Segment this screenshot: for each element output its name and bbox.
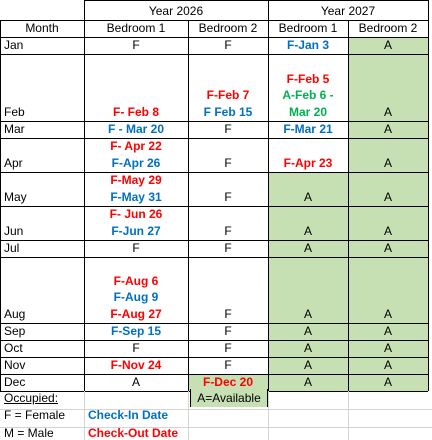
grid-line-row — [0, 374, 428, 375]
booking-text: F-Jun 27 — [111, 223, 161, 238]
booking-cell — [188, 138, 268, 172]
booking-text: F-May 29 — [110, 173, 162, 187]
booking-text: A-Feb 6 - — [282, 88, 334, 102]
sheet-gridline — [188, 391, 189, 440]
booking-cell — [188, 323, 268, 340]
booking-text: F-Feb 7 — [206, 88, 250, 102]
booking-text: A — [303, 358, 312, 372]
booking-text: A — [383, 189, 392, 204]
booking-text: F — [224, 241, 232, 255]
booking-cell — [348, 340, 428, 357]
booking-text: F-Aug 27 — [110, 306, 162, 321]
booking-cell — [84, 323, 188, 340]
booking-text: F- Jun 26 — [109, 207, 163, 221]
booking-cell — [268, 374, 348, 391]
grid-line-col — [348, 20, 349, 391]
bedroom-label: Bedroom 2 — [198, 21, 258, 35]
booking-cell — [268, 37, 348, 54]
booking-text: A — [303, 306, 312, 321]
booking-text: F — [224, 358, 232, 372]
grid-line-right — [428, 0, 429, 391]
booking-text: F — [224, 38, 232, 52]
booking-cell — [84, 172, 188, 206]
month-cell-dec — [0, 374, 84, 391]
booking-cell — [268, 172, 348, 206]
grid-line-col — [84, 0, 85, 391]
booking-text: A — [303, 223, 312, 238]
booking-cell — [268, 121, 348, 138]
month-label: Mar — [4, 122, 25, 136]
grid-line-row — [0, 340, 428, 341]
booking-cell — [188, 357, 268, 374]
booking-text: F — [224, 341, 232, 355]
booking-text: F — [224, 155, 232, 170]
booking-cell — [348, 357, 428, 374]
booking-cell — [188, 240, 268, 257]
booking-text: A — [383, 375, 392, 389]
booking-text: F-Mar 21 — [283, 122, 333, 136]
month-label: Jun — [4, 223, 24, 238]
booking-text: F — [224, 189, 232, 204]
month-label: May — [4, 189, 27, 204]
booking-cell — [188, 172, 268, 206]
month-cell-may — [0, 172, 84, 206]
grid-line-row — [0, 257, 428, 258]
booking-cell — [188, 54, 268, 121]
booking-text: A — [383, 324, 392, 338]
grid-line-top — [84, 0, 428, 1]
booking-text: F-Nov 24 — [110, 358, 162, 372]
booking-cell — [348, 206, 428, 240]
booking-text: A — [303, 241, 312, 255]
grid-line-header — [0, 20, 428, 21]
month-header-label: Month — [25, 21, 59, 35]
month-label: Oct — [4, 341, 23, 355]
booking-cell — [348, 172, 428, 206]
booking-text: F Feb 15 — [203, 104, 253, 119]
sheet-gridline — [348, 391, 349, 440]
year-2027-header — [268, 0, 428, 20]
booking-text: F — [224, 223, 232, 238]
grid-line-col — [268, 0, 269, 391]
bedroom-label: Bedroom 1 — [278, 21, 338, 35]
booking-cell — [84, 257, 188, 323]
grid-line-row — [0, 138, 428, 139]
sheet-gridline — [84, 391, 85, 440]
booking-text: A — [383, 358, 392, 372]
booking-text: F-Apr 26 — [111, 155, 161, 170]
booking-text: A — [303, 324, 312, 338]
booking-text: A — [383, 241, 392, 255]
legend-checkout: Check-Out Date — [88, 426, 179, 440]
month-cell-oct — [0, 340, 84, 357]
booking-text: F — [224, 122, 232, 136]
booking-cell — [348, 37, 428, 54]
booking-cell — [268, 240, 348, 257]
booking-cell — [84, 374, 188, 391]
booking-text: A — [131, 375, 140, 389]
booking-cell — [84, 121, 188, 138]
month-cell-sep — [0, 323, 84, 340]
month-cell-mar — [0, 121, 84, 138]
bedroom1-2027-header — [268, 20, 348, 37]
booking-cell — [348, 374, 428, 391]
month-label: Aug — [4, 306, 26, 321]
booking-text: A — [383, 341, 392, 355]
booking-text: Mar 20 — [288, 104, 328, 119]
month-column-header — [0, 20, 84, 37]
booking-text: F — [224, 306, 232, 321]
bedroom2-2027-header — [348, 20, 428, 37]
legend-checkin: Check-In Date — [88, 408, 169, 422]
month-label: Jul — [4, 241, 20, 255]
year-2027-label: Year 2027 — [320, 3, 376, 18]
month-label: Feb — [4, 104, 25, 119]
booking-cell — [84, 240, 188, 257]
month-cell-jan — [0, 37, 84, 54]
month-label: Jan — [4, 38, 24, 52]
booking-cell — [84, 206, 188, 240]
booking-text: F-Apr 23 — [283, 155, 333, 170]
booking-text: F-May 31 — [110, 189, 162, 204]
booking-cell — [188, 340, 268, 357]
booking-cell — [84, 138, 188, 172]
legend-female: F = Female — [4, 408, 66, 422]
booking-text: A — [303, 189, 312, 204]
month-cell-feb — [0, 54, 84, 121]
bedroom1-2026-header — [84, 20, 188, 37]
grid-line-row — [0, 357, 428, 358]
booking-text: F-Dec 20 — [202, 375, 254, 389]
grid-line-left — [0, 20, 1, 391]
booking-cell — [348, 240, 428, 257]
booking-cell — [348, 121, 428, 138]
month-cell-apr — [0, 138, 84, 172]
grid-line-row — [0, 323, 428, 324]
booking-cell — [268, 54, 348, 121]
booking-text: F- Apr 22 — [110, 139, 162, 153]
booking-text: F - Mar 20 — [107, 122, 164, 136]
month-label: Apr — [4, 155, 23, 170]
grid-line-row — [0, 206, 428, 207]
month-label: Dec — [4, 375, 26, 389]
booking-text: F — [132, 38, 140, 52]
booking-cell — [268, 206, 348, 240]
booking-cell — [268, 340, 348, 357]
booking-text: A — [303, 341, 312, 355]
grid-line-row — [0, 240, 428, 241]
grid-line-row — [0, 172, 428, 173]
booking-text: A — [303, 375, 312, 389]
booking-text: F — [132, 241, 140, 255]
legend-occupied: Occupied: — [4, 391, 59, 405]
booking-text: F- Feb 8 — [112, 104, 159, 119]
month-label: Nov — [4, 358, 26, 372]
booking-text: F-Aug 9 — [113, 290, 159, 304]
legend-available — [190, 389, 268, 407]
grid-line-col — [188, 20, 189, 391]
booking-cell — [84, 357, 188, 374]
month-cell-jun — [0, 206, 84, 240]
bedroom2-2026-header — [188, 20, 268, 37]
year-2026-header — [84, 0, 268, 20]
legend-male: M = Male — [4, 426, 54, 440]
legend-available-text: A=Available — [197, 391, 261, 405]
booking-cell — [84, 54, 188, 121]
booking-cell — [84, 37, 188, 54]
booking-text: A — [383, 306, 392, 321]
booking-text: F — [132, 341, 140, 355]
bedroom-label: Bedroom 2 — [358, 21, 418, 35]
booking-cell — [268, 138, 348, 172]
booking-text: A — [383, 38, 392, 52]
sheet-gridline — [268, 391, 269, 440]
booking-cell — [188, 37, 268, 54]
grid-line-row — [0, 121, 428, 122]
sheet-gridline — [0, 427, 432, 428]
booking-cell — [188, 257, 268, 323]
booking-cell — [188, 121, 268, 138]
grid-line-row — [0, 54, 428, 55]
booking-cell — [348, 54, 428, 121]
booking-cell — [268, 357, 348, 374]
booking-text: F-Sep 15 — [110, 324, 161, 338]
booking-text: F — [224, 324, 232, 338]
booking-text: F-Feb 5 — [286, 71, 330, 86]
booking-cell — [268, 257, 348, 323]
booking-text: F-Aug 6 — [113, 273, 159, 288]
grid-line-row — [0, 37, 428, 38]
month-cell-nov — [0, 357, 84, 374]
booking-cell — [348, 323, 428, 340]
booking-cell — [348, 257, 428, 323]
month-cell-jul — [0, 240, 84, 257]
year-2026-label: Year 2026 — [148, 3, 204, 18]
booking-text: A — [383, 155, 392, 170]
booking-cell — [348, 138, 428, 172]
booking-text: F-Jan 3 — [286, 38, 329, 52]
booking-text: A — [383, 122, 392, 136]
month-cell-aug — [0, 257, 84, 323]
month-label: Sep — [4, 324, 26, 338]
booking-cell — [84, 340, 188, 357]
booking-text: A — [383, 104, 392, 119]
booking-text: A — [383, 223, 392, 238]
bedroom-label: Bedroom 1 — [106, 21, 166, 35]
booking-cell — [268, 323, 348, 340]
booking-cell — [188, 206, 268, 240]
